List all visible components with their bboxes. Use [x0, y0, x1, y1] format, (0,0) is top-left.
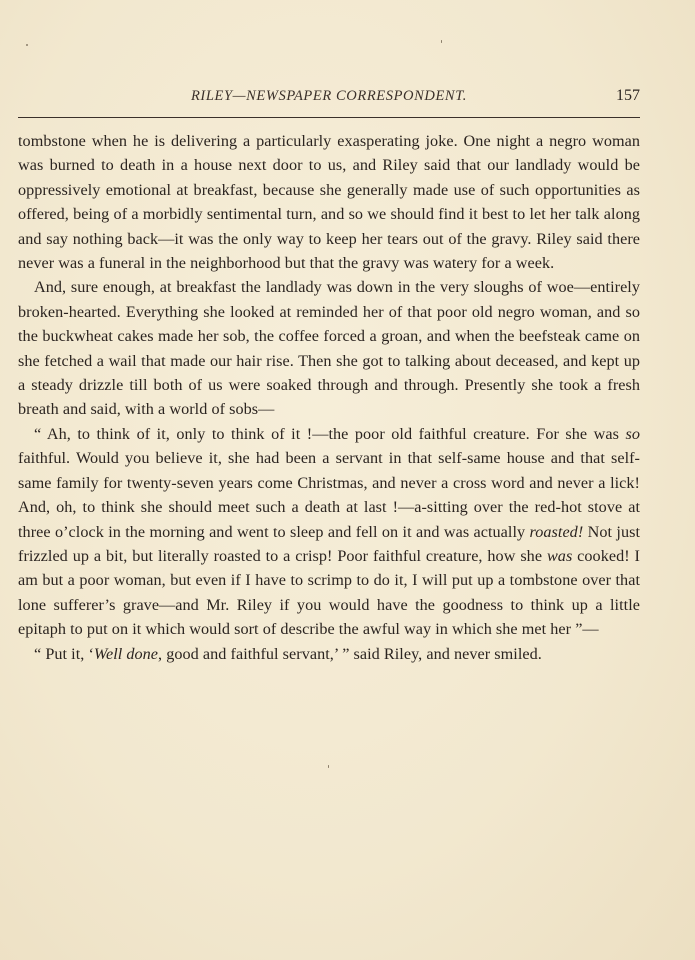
paragraph [18, 275, 640, 421]
text-run: tombstone when he is delivering a particularly exasperating joke. One night a negro woman was burned to death in a house next door to us, and Riley said that our landlady would be oppressively emotional at breakfast, because she generally made use of such opportunities as offered, being of a morbidly sentimental turn, and so we should find it best to let her talk along and say nothing back—it was the only way to keep her tears out of the gravy. Riley said there never was a funeral in the neighborhood but that the gravy was watery for a week. [18, 132, 640, 273]
text-run: faithful. Would you believe it, she had been a servant in that self-same house and that self-same family for twenty-seven years come Christmas, and never a cross word and never a lick! And, oh, to think she should meet such a death at last !—a-sitting over the red-hot stove at three o’clock in the morning and went to sleep and fell on it and was actually [18, 449, 640, 541]
text-run: Not just frizzled up a bit, but literally roasted to a crisp! Poor faithful creature, how she [18, 522, 641, 565]
page-number: 157 [616, 87, 640, 104]
paper-speck [328, 765, 329, 768]
paragraph [18, 129, 640, 275]
body-text [18, 129, 640, 666]
text-run: “ Ah, to think of it, only to think of it !—the poor old faithful creature. For she was [34, 424, 626, 443]
paper-speck [26, 44, 28, 46]
text-run: And, sure enough, at breakfast the landlady was down in the very sloughs of woe—entirely broken-hearted. Everything she looked at reminded her of that poor old negro woman, and so the buckwheat cakes made her sob, the coffee forced a groan, and when the beefsteak came on she fetched a wail that made our hair rise. Then she got to talking about deceased, and kept up a steady drizzle till both of us were soaked through and through. Presently she took a fresh breath and said, with a world of sobs— [18, 278, 640, 419]
header-rule [18, 117, 640, 118]
italic-run: so [625, 424, 640, 443]
paragraph [18, 642, 640, 666]
italic-run: Well done [93, 644, 159, 663]
italic-run: roasted! [529, 522, 584, 541]
text-run: , good and faithful servant,’ ” said Riley, and never smiled. [158, 644, 542, 663]
text-run: “ Put it, ‘ [34, 644, 94, 663]
paper-speck [441, 40, 442, 43]
paragraph [18, 422, 640, 642]
page-header [18, 86, 640, 110]
running-head: RILEY—NEWSPAPER CORRESPONDENT. [190, 88, 468, 104]
italic-run: was [546, 546, 573, 565]
text-run: cooked! I am but a poor woman, but even if I have to scrimp to do it, I will put up a tombstone over that lone sufferer’s grave—and Mr. Riley if you would have the goodness to think up a little epitaph to put on it which would sort of describe the awful way in which she met her ”— [18, 546, 640, 639]
